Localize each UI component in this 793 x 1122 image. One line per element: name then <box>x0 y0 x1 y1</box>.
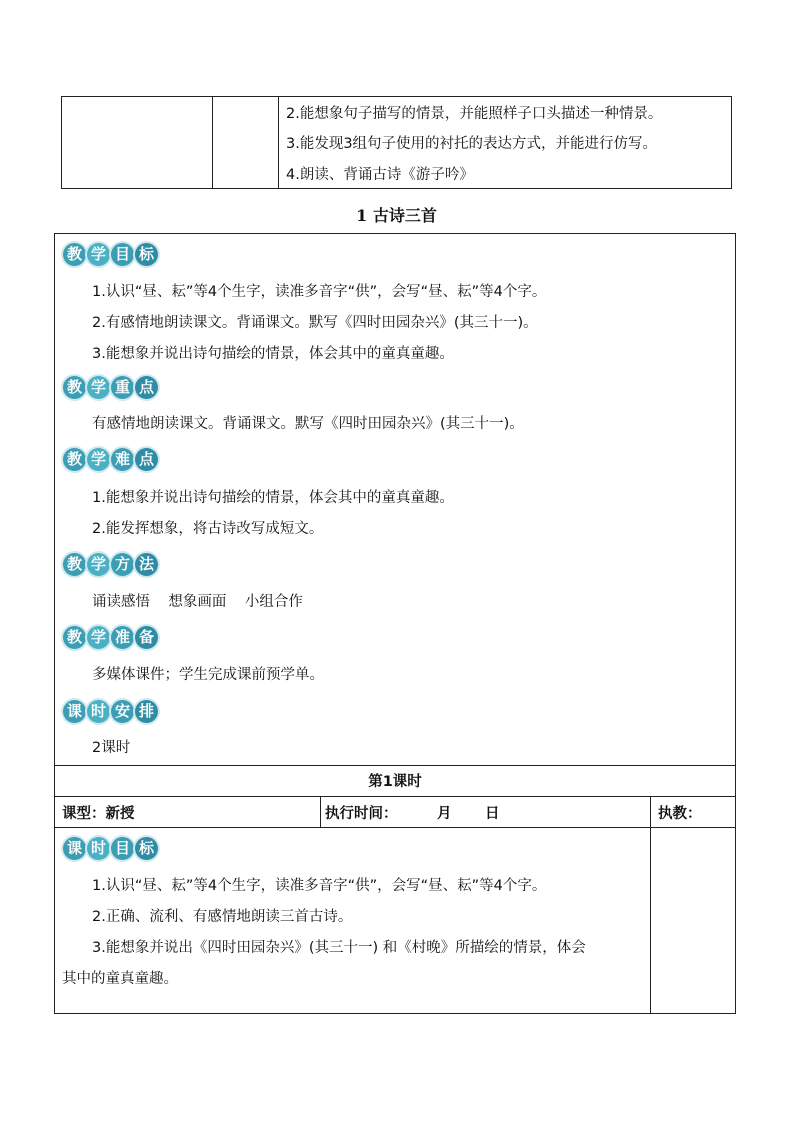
schedule-line: 2课时 <box>92 740 131 756</box>
document-title: 1 古诗三首 <box>356 206 437 225</box>
column-divider <box>650 796 651 1013</box>
key-points-heading <box>63 376 159 402</box>
month-label: 月 <box>437 806 452 822</box>
objective-line: 4.朗读、背诵古诗《游子吟》 <box>286 167 474 183</box>
badge-char: 目 <box>111 837 134 860</box>
badge-char: 时 <box>87 837 110 860</box>
column-divider <box>278 97 279 188</box>
row-divider <box>55 765 735 766</box>
methods-heading <box>63 553 159 579</box>
badge-char: 学 <box>87 243 110 266</box>
badge-char: 方 <box>111 553 134 576</box>
badge-char: 学 <box>87 626 110 649</box>
badge-char: 准 <box>111 626 134 649</box>
goal-line: 1.认识“昼、耘”等4个生字，读准多音字“供”，会写“昼、耘”等4个字。 <box>92 284 547 300</box>
badge-char: 时 <box>87 700 110 723</box>
difficulty-line: 1.能想象并说出诗句描绘的情景，体会其中的童真童趣。 <box>92 490 454 506</box>
badge-char: 课 <box>63 837 86 860</box>
column-divider <box>212 97 213 188</box>
lesson-goals-heading <box>63 837 159 863</box>
teacher-label: 执教： <box>658 806 702 822</box>
badge-char: 标 <box>135 837 158 860</box>
preparation-heading <box>63 626 159 652</box>
lesson-type: 课型：新授 <box>62 806 135 822</box>
goal-line: 2.有感情地朗读课文。背诵课文。默写《四时田园杂兴》(其三十一)。 <box>92 315 538 331</box>
badge-char: 备 <box>135 626 158 649</box>
objective-line: 2.能想象句子描写的情景，并能照样子口头描述一种情景。 <box>286 106 663 122</box>
badge-char: 点 <box>135 376 158 399</box>
schedule-heading <box>63 700 159 726</box>
badge-char: 目 <box>111 243 134 266</box>
badge-char: 课 <box>63 700 86 723</box>
badge-char: 排 <box>135 700 158 723</box>
row-divider <box>55 796 735 797</box>
badge-char: 安 <box>111 700 134 723</box>
badge-char: 教 <box>63 376 86 399</box>
difficulty-line: 2.能发挥想象，将古诗改写成短文。 <box>92 521 324 537</box>
badge-char: 重 <box>111 376 134 399</box>
preparation-line: 多媒体课件；学生完成课前预学单。 <box>92 667 324 683</box>
badge-char: 教 <box>63 553 86 576</box>
badge-char: 教 <box>63 448 86 471</box>
badge-char: 教 <box>63 243 86 266</box>
badge-char: 法 <box>135 553 158 576</box>
badge-char: 点 <box>135 448 158 471</box>
badge-char: 难 <box>111 448 134 471</box>
objective-line: 3.能发现3组句子使用的衬托的表达方式，并能进行仿写。 <box>286 136 658 152</box>
badge-char: 学 <box>87 448 110 471</box>
goal-line: 3.能想象并说出诗句描绘的情景，体会其中的童真童趣。 <box>92 346 454 362</box>
difficulties-heading <box>63 448 159 474</box>
badge-char: 教 <box>63 626 86 649</box>
lesson-goal-line: 1.认识“昼、耘”等4个生字，读准多音字“供”，会写“昼、耘”等4个字。 <box>92 878 547 894</box>
badge-char: 学 <box>87 553 110 576</box>
column-divider <box>320 796 321 827</box>
teaching-goals-heading <box>63 243 159 269</box>
badge-char: 标 <box>135 243 158 266</box>
lesson-goal-line: 2.正确、流利、有感情地朗读三首古诗。 <box>92 909 353 925</box>
badge-char: 学 <box>87 376 110 399</box>
key-point-line: 有感情地朗读课文。背诵课文。默写《四时田园杂兴》(其三十一)。 <box>92 416 524 432</box>
row-divider <box>55 827 735 828</box>
day-label: 日 <box>485 806 500 822</box>
execution-time-label: 执行时间： <box>325 806 398 822</box>
lesson-goal-line: 3.能想象并说出《四时田园杂兴》(其三十一) 和《村晚》所描绘的情景，体会 <box>92 940 586 956</box>
methods-line: 诵读感悟 想象画面 小组合作 <box>92 594 303 610</box>
lesson-title: 第1课时 <box>368 774 422 790</box>
lesson-goal-line: 其中的童真童趣。 <box>62 971 178 987</box>
